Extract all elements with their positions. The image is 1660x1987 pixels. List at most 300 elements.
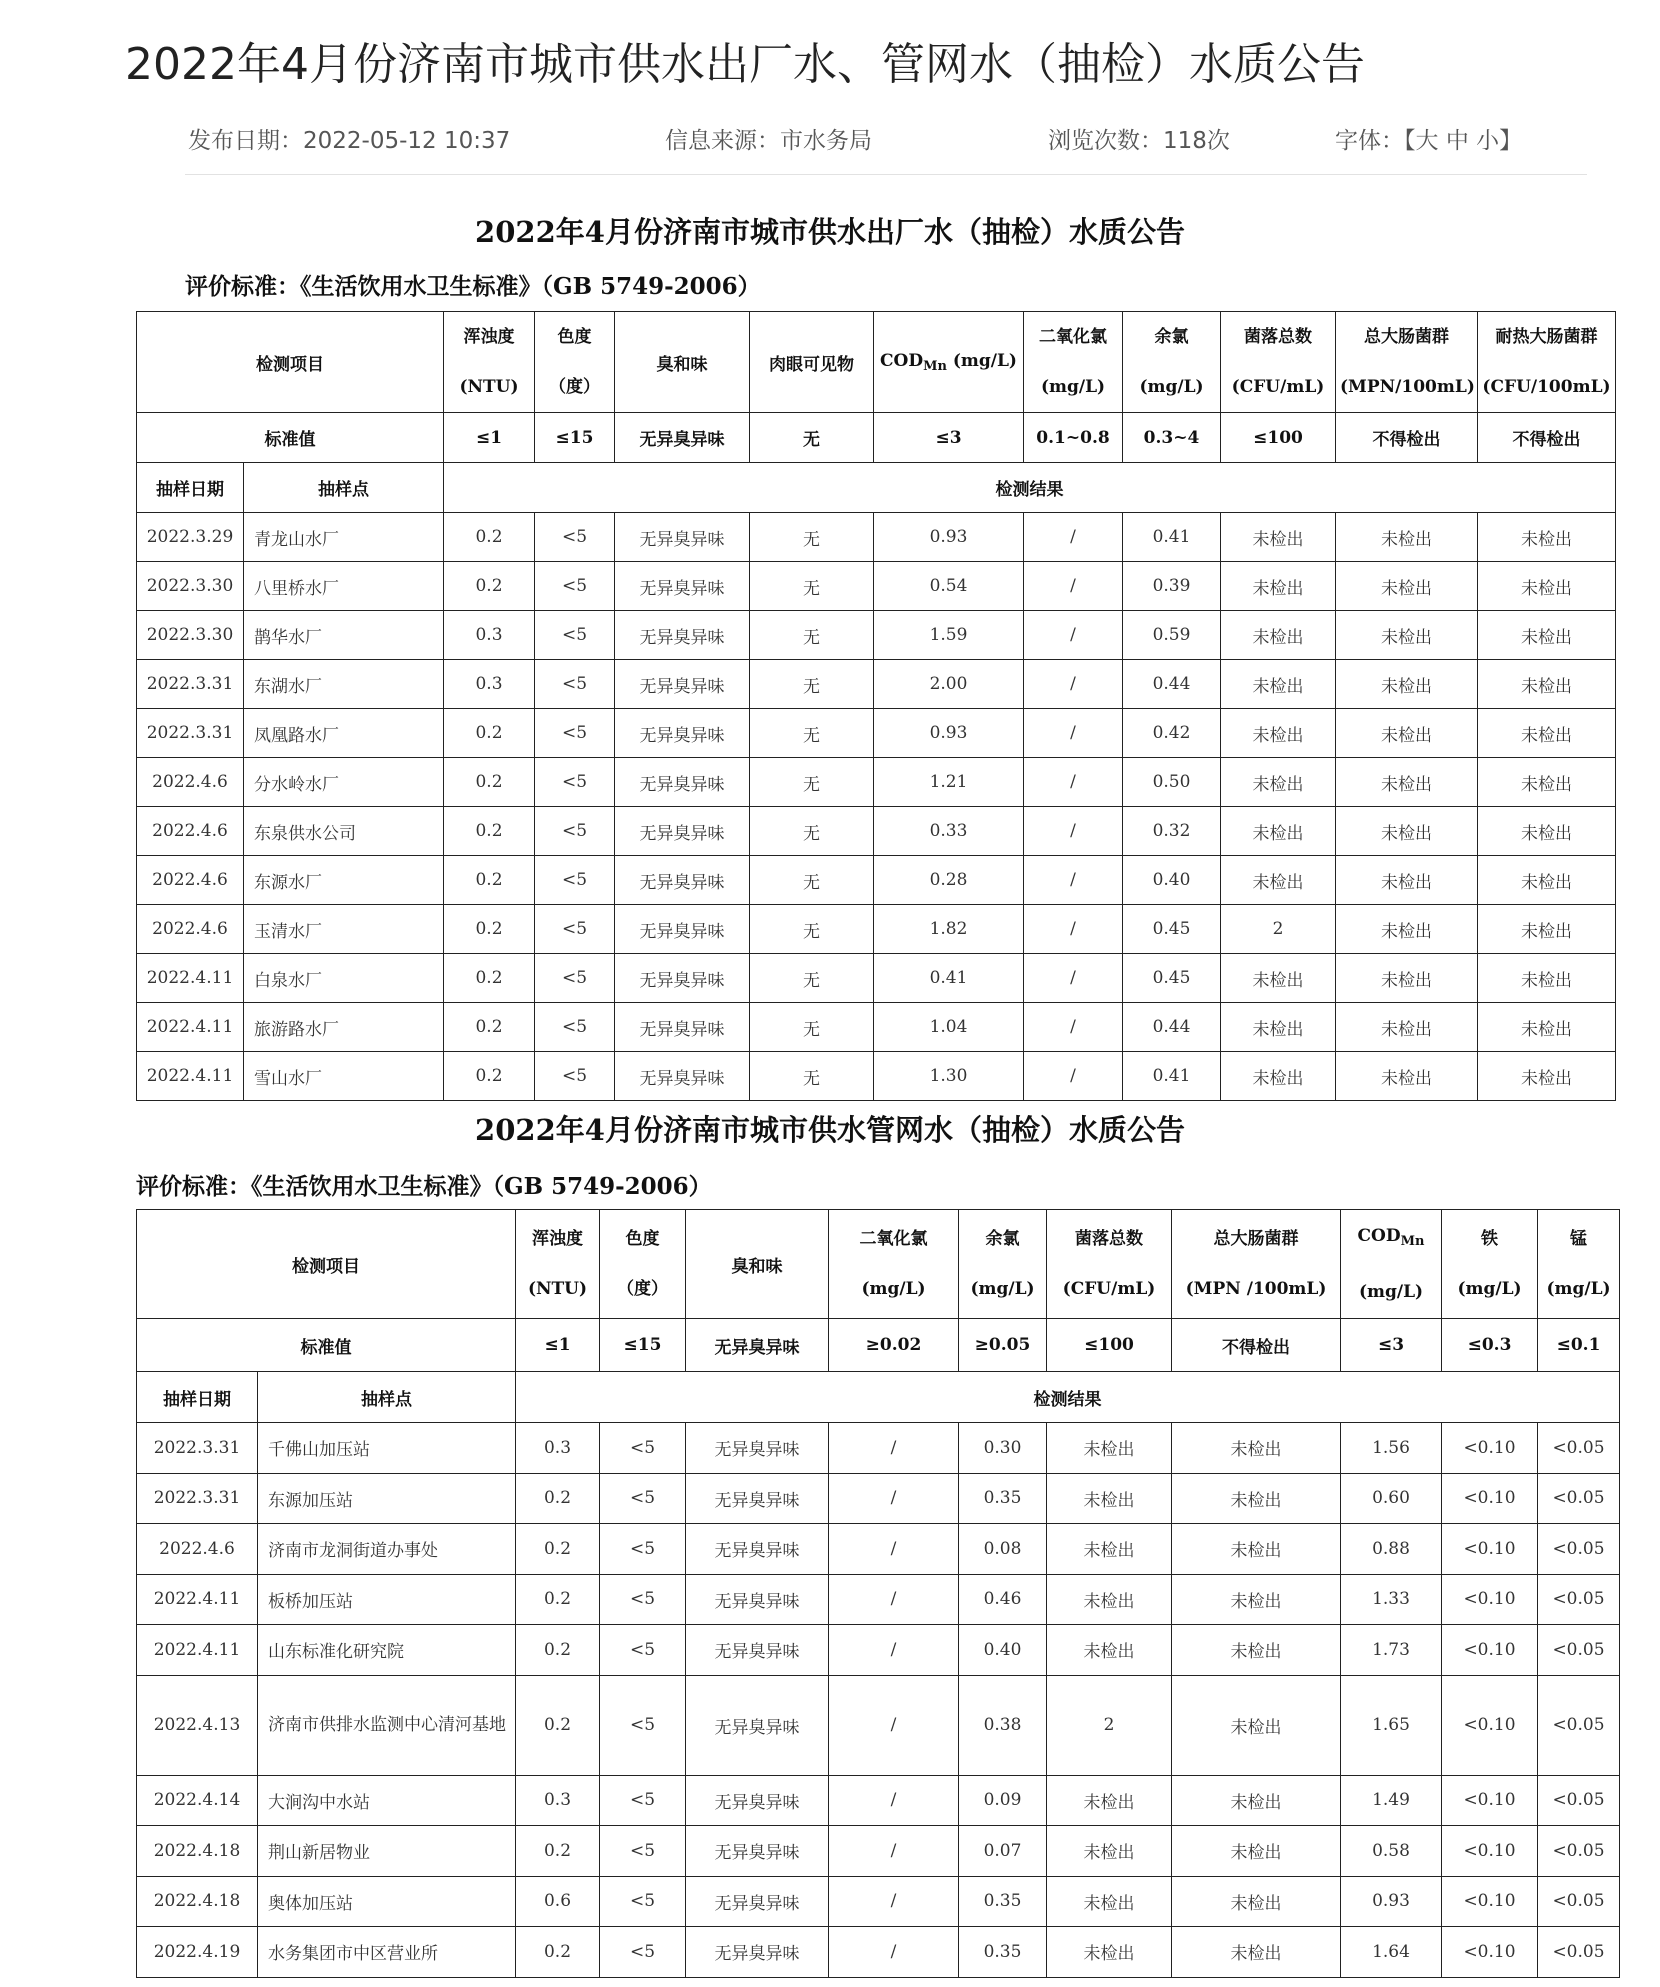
result-value: 无异臭异味 [686, 1775, 829, 1826]
head-turbidity [444, 312, 535, 413]
result-value: 0.42 [1123, 709, 1221, 758]
sample-point: 青龙山水厂 [244, 513, 444, 562]
result-value: 无异臭异味 [615, 758, 750, 807]
sample-point: 板桥加压站 [258, 1574, 516, 1625]
result-value: 未检出 [1221, 660, 1336, 709]
table-row [137, 954, 1616, 1003]
result-value: 0.41 [874, 954, 1024, 1003]
result-value: 1.21 [874, 758, 1024, 807]
result-value: <5 [535, 1052, 615, 1101]
result-value: <5 [600, 1927, 686, 1978]
date-label: 抽样日期 [137, 1372, 258, 1423]
result-value: 无异臭异味 [686, 1675, 829, 1775]
result-value: 0.35 [959, 1927, 1047, 1978]
result-value: <5 [600, 1524, 686, 1575]
result-value: 无异臭异味 [686, 1524, 829, 1575]
result-value: 未检出 [1172, 1473, 1341, 1524]
cod-sub: Mn [923, 358, 947, 374]
std-value: 无 [750, 413, 874, 463]
font-bracket-close: 】 [1499, 128, 1523, 154]
result-value: / [1024, 513, 1123, 562]
factory-subheader-row [137, 463, 1616, 513]
head-label: 浑浊度 [463, 327, 515, 347]
result-value: 未检出 [1221, 562, 1336, 611]
result-value: <0.10 [1442, 1876, 1538, 1927]
head-residual-chlorine [959, 1210, 1047, 1319]
head-label: 浑浊度 [532, 1229, 583, 1249]
result-value: 未检出 [1172, 1625, 1341, 1676]
table-row [137, 807, 1616, 856]
head-label: 锰 [1570, 1229, 1587, 1249]
result-value: <0.10 [1442, 1524, 1538, 1575]
result-value: 未检出 [1478, 856, 1616, 905]
factory-header-row [137, 312, 1616, 413]
head-unit: (CFU/mL) [1231, 377, 1325, 397]
result-value: / [1024, 807, 1123, 856]
table-row [137, 905, 1616, 954]
result-value: <0.10 [1442, 1574, 1538, 1625]
head-unit: (mg/L) [861, 1279, 926, 1299]
result-value: 未检出 [1478, 905, 1616, 954]
result-value: 0.88 [1341, 1524, 1442, 1575]
result-value: 0.44 [1123, 660, 1221, 709]
result-value: 无 [750, 660, 874, 709]
result-label: 检测结果 [516, 1372, 1620, 1423]
result-value: 0.38 [959, 1675, 1047, 1775]
head-coliform [1172, 1210, 1341, 1319]
sample-point: 济南市供排水监测中心清河基地 [258, 1675, 516, 1775]
std-value: 0.3~4 [1123, 413, 1221, 463]
std-value: 不得检出 [1172, 1319, 1341, 1372]
result-value: 0.45 [1123, 954, 1221, 1003]
sample-point: 山东标准化研究院 [258, 1625, 516, 1676]
result-value: <5 [535, 758, 615, 807]
result-value: 未检出 [1336, 905, 1478, 954]
result-value: <5 [600, 1876, 686, 1927]
sample-date: 2022.4.18 [137, 1876, 258, 1927]
result-value: 未检出 [1336, 562, 1478, 611]
result-value: 无异臭异味 [686, 1574, 829, 1625]
head-iron [1442, 1210, 1538, 1319]
result-value: 未检出 [1336, 611, 1478, 660]
head-label: 菌落总数 [1075, 1229, 1143, 1249]
result-value: <5 [535, 513, 615, 562]
result-value: 0.2 [516, 1473, 600, 1524]
result-value: 未检出 [1172, 1876, 1341, 1927]
result-value: / [829, 1876, 959, 1927]
result-value: <5 [535, 856, 615, 905]
result-value: / [1024, 660, 1123, 709]
result-value: 未检出 [1478, 709, 1616, 758]
table-row [137, 1003, 1616, 1052]
result-value: <5 [535, 709, 615, 758]
head-label: 肉眼可见物 [769, 354, 854, 375]
result-value: 1.64 [1341, 1927, 1442, 1978]
result-value: <5 [535, 807, 615, 856]
result-value: 无 [750, 954, 874, 1003]
head-label: 臭和味 [656, 354, 708, 375]
head-unit: (mg/L) [1040, 377, 1106, 397]
result-value: / [1024, 1003, 1123, 1052]
sample-date: 2022.4.11 [137, 1625, 258, 1676]
result-value: 无异臭异味 [615, 660, 750, 709]
result-value: 1.30 [874, 1052, 1024, 1101]
result-value: <5 [535, 611, 615, 660]
result-value: 0.3 [444, 611, 535, 660]
sample-date: 2022.4.14 [137, 1775, 258, 1826]
result-value: 无异臭异味 [686, 1473, 829, 1524]
result-value: 0.2 [516, 1675, 600, 1775]
result-value: 1.04 [874, 1003, 1024, 1052]
result-value: / [829, 1625, 959, 1676]
std-value: 不得检出 [1478, 413, 1616, 463]
result-value: <5 [600, 1675, 686, 1775]
result-value: 未检出 [1172, 1927, 1341, 1978]
result-value: / [1024, 905, 1123, 954]
result-value: 无 [750, 513, 874, 562]
result-value: 0.50 [1123, 758, 1221, 807]
result-value: 未检出 [1336, 513, 1478, 562]
result-value: / [1024, 954, 1123, 1003]
result-value: <0.10 [1442, 1775, 1538, 1826]
result-value: 未检出 [1221, 1052, 1336, 1101]
result-value: <0.10 [1442, 1675, 1538, 1775]
result-value: 未检出 [1172, 1675, 1341, 1775]
result-value: 未检出 [1478, 660, 1616, 709]
result-value: 未检出 [1047, 1473, 1172, 1524]
result-value: <0.05 [1538, 1876, 1620, 1927]
result-value: 0.93 [874, 513, 1024, 562]
result-value: 0.93 [1341, 1876, 1442, 1927]
std-value: ≤3 [874, 413, 1024, 463]
factory-water-standard: 评价标准：《生活饮用水卫生标准》（GB 5749-2006） [185, 273, 761, 300]
result-value: 1.33 [1341, 1574, 1442, 1625]
pipe-water-standard: 评价标准：《生活饮用水卫生标准》（GB 5749-2006） [136, 1173, 712, 1200]
table-row [137, 709, 1616, 758]
result-value: 无异臭异味 [686, 1876, 829, 1927]
result-value: 无异臭异味 [615, 856, 750, 905]
result-value: <5 [535, 1003, 615, 1052]
head-residual-chlorine [1123, 312, 1221, 413]
result-value: 0.2 [444, 1003, 535, 1052]
result-value: <0.05 [1538, 1675, 1620, 1775]
result-value: / [829, 1927, 959, 1978]
result-value: 0.09 [959, 1775, 1047, 1826]
result-value: 未检出 [1336, 758, 1478, 807]
factory-data [137, 513, 1616, 1101]
result-value: 0.54 [874, 562, 1024, 611]
head-label: 臭和味 [731, 1256, 783, 1277]
head-unit: (MPN /100mL) [1185, 1279, 1327, 1299]
table-row [137, 1927, 1620, 1978]
result-value: / [1024, 1052, 1123, 1101]
head-unit: (mg/L) [1139, 377, 1204, 397]
sample-date: 2022.4.19 [137, 1927, 258, 1978]
result-value: <5 [535, 562, 615, 611]
std-value: ≤15 [535, 413, 615, 463]
head-color [600, 1210, 686, 1319]
head-label: 总大肠菌群 [1364, 327, 1449, 347]
sample-date: 2022.4.11 [137, 1574, 258, 1625]
head-label: 总大肠菌群 [1213, 1229, 1299, 1249]
point-label: 抽样点 [258, 1372, 516, 1423]
result-value: 未检出 [1221, 1003, 1336, 1052]
result-value: 0.2 [444, 905, 535, 954]
result-value: 未检出 [1047, 1574, 1172, 1625]
result-value: 无异臭异味 [615, 807, 750, 856]
result-label: 检测结果 [444, 463, 1616, 513]
sample-point: 旅游路水厂 [244, 1003, 444, 1052]
pipe-water-table [136, 1209, 1620, 1978]
std-value: 无异臭异味 [615, 413, 750, 463]
result-value: 0.08 [959, 1524, 1047, 1575]
head-odor [686, 1210, 829, 1319]
factory-water-title: 2022年4月份济南市城市供水出厂水（抽检）水质公告 [475, 215, 1185, 249]
head-unit: (mg/L) [1546, 1279, 1611, 1299]
head-label: 铁 [1481, 1229, 1498, 1249]
sample-date: 2022.4.6 [137, 905, 244, 954]
result-value: 无异臭异味 [615, 954, 750, 1003]
std-label: 标准值 [137, 413, 444, 463]
head-unit: (CFU/mL) [1062, 1279, 1156, 1299]
result-value: / [829, 1423, 959, 1474]
cod-label [1345, 1211, 1437, 1267]
result-value: 2.00 [874, 660, 1024, 709]
head-thermo-coliform [1478, 312, 1616, 413]
result-value: <5 [535, 660, 615, 709]
sample-date: 2022.4.6 [137, 758, 244, 807]
result-value: <0.05 [1538, 1524, 1620, 1575]
result-value: 无 [750, 709, 874, 758]
std-label: 标准值 [137, 1319, 516, 1372]
sample-date: 2022.3.31 [137, 1473, 258, 1524]
date-label: 抽样日期 [137, 463, 244, 513]
result-value: 未检出 [1221, 758, 1336, 807]
table-row [137, 513, 1616, 562]
result-value: / [829, 1524, 959, 1575]
result-value: 未检出 [1221, 807, 1336, 856]
result-value: 0.3 [516, 1775, 600, 1826]
head-colony [1221, 312, 1336, 413]
result-value: 无异臭异味 [686, 1826, 829, 1877]
result-value: / [1024, 758, 1123, 807]
result-value: 未检出 [1478, 807, 1616, 856]
result-value: 0.07 [959, 1826, 1047, 1877]
result-value: 未检出 [1336, 709, 1478, 758]
result-value: 2 [1047, 1675, 1172, 1775]
std-value: ≤100 [1221, 413, 1336, 463]
pipe-header-row [137, 1210, 1620, 1319]
std-value: ≤1 [444, 413, 535, 463]
result-value: 0.40 [959, 1625, 1047, 1676]
result-value: 0.32 [1123, 807, 1221, 856]
head-chlorine-dioxide [829, 1210, 959, 1319]
sample-point: 东源水厂 [244, 856, 444, 905]
head-unit: (mg/L) [970, 1279, 1035, 1299]
item-label: 检测项目 [137, 312, 444, 413]
result-value: 未检出 [1172, 1574, 1341, 1625]
head-label: 二氧化氯 [1039, 327, 1107, 347]
result-value: <0.05 [1538, 1927, 1620, 1978]
result-value: 0.60 [1341, 1473, 1442, 1524]
result-value: 0.41 [1123, 1052, 1221, 1101]
cod-unit: (mg/L) [946, 350, 1017, 371]
table-row [137, 1052, 1616, 1101]
result-value: 未检出 [1336, 1003, 1478, 1052]
result-value: <5 [600, 1574, 686, 1625]
sample-point: 济南市龙洞街道办事处 [258, 1524, 516, 1575]
font-small-button[interactable]: 小 [1476, 128, 1500, 154]
sample-date: 2022.3.31 [137, 709, 244, 758]
table-row [137, 1876, 1620, 1927]
result-value: / [1024, 709, 1123, 758]
result-value: <0.05 [1538, 1473, 1620, 1524]
table-row [137, 660, 1616, 709]
head-visible [750, 312, 874, 413]
result-value: 无异臭异味 [686, 1423, 829, 1474]
result-value: 无异臭异味 [686, 1927, 829, 1978]
result-value: 0.2 [516, 1574, 600, 1625]
sample-point: 白泉水厂 [244, 954, 444, 1003]
result-value: 0.59 [1123, 611, 1221, 660]
result-value: 未检出 [1478, 1003, 1616, 1052]
result-value: / [829, 1574, 959, 1625]
result-value: 未检出 [1172, 1826, 1341, 1877]
table-row [137, 856, 1616, 905]
head-unit: (NTU) [527, 1279, 588, 1299]
cod-main: COD [1357, 1226, 1401, 1246]
sample-date: 2022.4.6 [137, 1524, 258, 1575]
std-value: 0.1~0.8 [1024, 413, 1123, 463]
result-value: 未检出 [1336, 954, 1478, 1003]
cod-main: COD [880, 350, 924, 371]
sample-point: 玉清水厂 [244, 905, 444, 954]
factory-water-table [136, 311, 1616, 1101]
page-title: 2022年4月份济南市城市供水出厂水、管网水（抽检）水质公告 [125, 39, 1365, 90]
result-value: <5 [535, 954, 615, 1003]
header-divider [185, 174, 1587, 175]
sample-date: 2022.4.11 [137, 1003, 244, 1052]
result-value: 无异臭异味 [615, 611, 750, 660]
result-value: 未检出 [1047, 1524, 1172, 1575]
sample-point: 鹊华水厂 [244, 611, 444, 660]
head-label: 二氧化氯 [859, 1229, 928, 1249]
result-value: 无 [750, 1003, 874, 1052]
sample-date: 2022.3.31 [137, 660, 244, 709]
result-value: 0.28 [874, 856, 1024, 905]
font-large-button[interactable]: 大 [1415, 128, 1439, 154]
head-odor [615, 312, 750, 413]
result-value: 0.45 [1123, 905, 1221, 954]
result-value: <0.05 [1538, 1423, 1620, 1474]
result-value: 未检出 [1172, 1524, 1341, 1575]
result-value: 未检出 [1221, 709, 1336, 758]
sample-date: 2022.4.18 [137, 1826, 258, 1877]
sample-date: 2022.4.6 [137, 856, 244, 905]
result-value: 未检出 [1047, 1927, 1172, 1978]
result-value: <0.05 [1538, 1574, 1620, 1625]
result-value: 0.33 [874, 807, 1024, 856]
head-unit: (CFU/100mL) [1482, 377, 1611, 397]
head-unit: (mg/L) [1457, 1279, 1522, 1299]
result-value: 0.2 [444, 562, 535, 611]
result-value: / [1024, 856, 1123, 905]
pipe-standard-row [137, 1319, 1620, 1372]
result-value: 未检出 [1221, 611, 1336, 660]
result-value: 0.2 [516, 1927, 600, 1978]
result-value: 无 [750, 905, 874, 954]
result-value: / [829, 1775, 959, 1826]
result-value: 0.35 [959, 1473, 1047, 1524]
result-value: 2 [1221, 905, 1336, 954]
result-value: 0.2 [516, 1524, 600, 1575]
result-value: 无异臭异味 [615, 709, 750, 758]
font-medium-button[interactable]: 中 [1445, 128, 1469, 154]
result-value: <0.05 [1538, 1625, 1620, 1676]
result-value: 未检出 [1336, 856, 1478, 905]
result-value: <0.10 [1442, 1826, 1538, 1877]
result-value: 1.73 [1341, 1625, 1442, 1676]
result-value: 未检出 [1047, 1876, 1172, 1927]
sample-date: 2022.4.11 [137, 1052, 244, 1101]
head-turbidity [516, 1210, 600, 1319]
head-label: 余氯 [1154, 327, 1189, 347]
result-value: 1.59 [874, 611, 1024, 660]
table-row [137, 611, 1616, 660]
result-value: 无 [750, 856, 874, 905]
head-color [535, 312, 615, 413]
sample-date: 2022.4.11 [137, 954, 244, 1003]
table-row [137, 1826, 1620, 1877]
result-value: / [829, 1473, 959, 1524]
table-row [137, 1574, 1620, 1625]
result-value: 无 [750, 758, 874, 807]
table-row [137, 1775, 1620, 1826]
head-label: 菌落总数 [1244, 327, 1312, 347]
result-value: / [829, 1826, 959, 1877]
sample-point: 凤凰路水厂 [244, 709, 444, 758]
result-value: / [829, 1675, 959, 1775]
result-value: 1.56 [1341, 1423, 1442, 1474]
head-unit: (MPN/100mL) [1340, 377, 1475, 397]
cod-sub: Mn [1400, 1234, 1425, 1249]
result-value: 未检出 [1478, 611, 1616, 660]
std-value: 无异臭异味 [686, 1319, 829, 1372]
std-value: ≤15 [600, 1319, 686, 1372]
sample-point: 东源加压站 [258, 1473, 516, 1524]
result-value: 未检出 [1478, 562, 1616, 611]
result-value: 未检出 [1336, 660, 1478, 709]
sample-date: 2022.3.29 [137, 513, 244, 562]
result-value: 无异臭异味 [615, 513, 750, 562]
head-cod [874, 312, 1024, 413]
result-value: 无异臭异味 [615, 562, 750, 611]
result-value: <5 [600, 1775, 686, 1826]
result-value: 未检出 [1172, 1775, 1341, 1826]
result-value: 0.2 [516, 1826, 600, 1877]
pipe-data [137, 1423, 1620, 1978]
table-row [137, 562, 1616, 611]
head-label: 余氯 [985, 1229, 1020, 1249]
font-size-label: 字体： [1335, 128, 1404, 154]
result-value: 未检出 [1336, 1052, 1478, 1101]
pipe-subheader-row [137, 1372, 1620, 1423]
result-value: <5 [600, 1423, 686, 1474]
point-label: 抽样点 [244, 463, 444, 513]
table-row [137, 1423, 1620, 1474]
result-value: 无 [750, 611, 874, 660]
result-value: 未检出 [1478, 954, 1616, 1003]
